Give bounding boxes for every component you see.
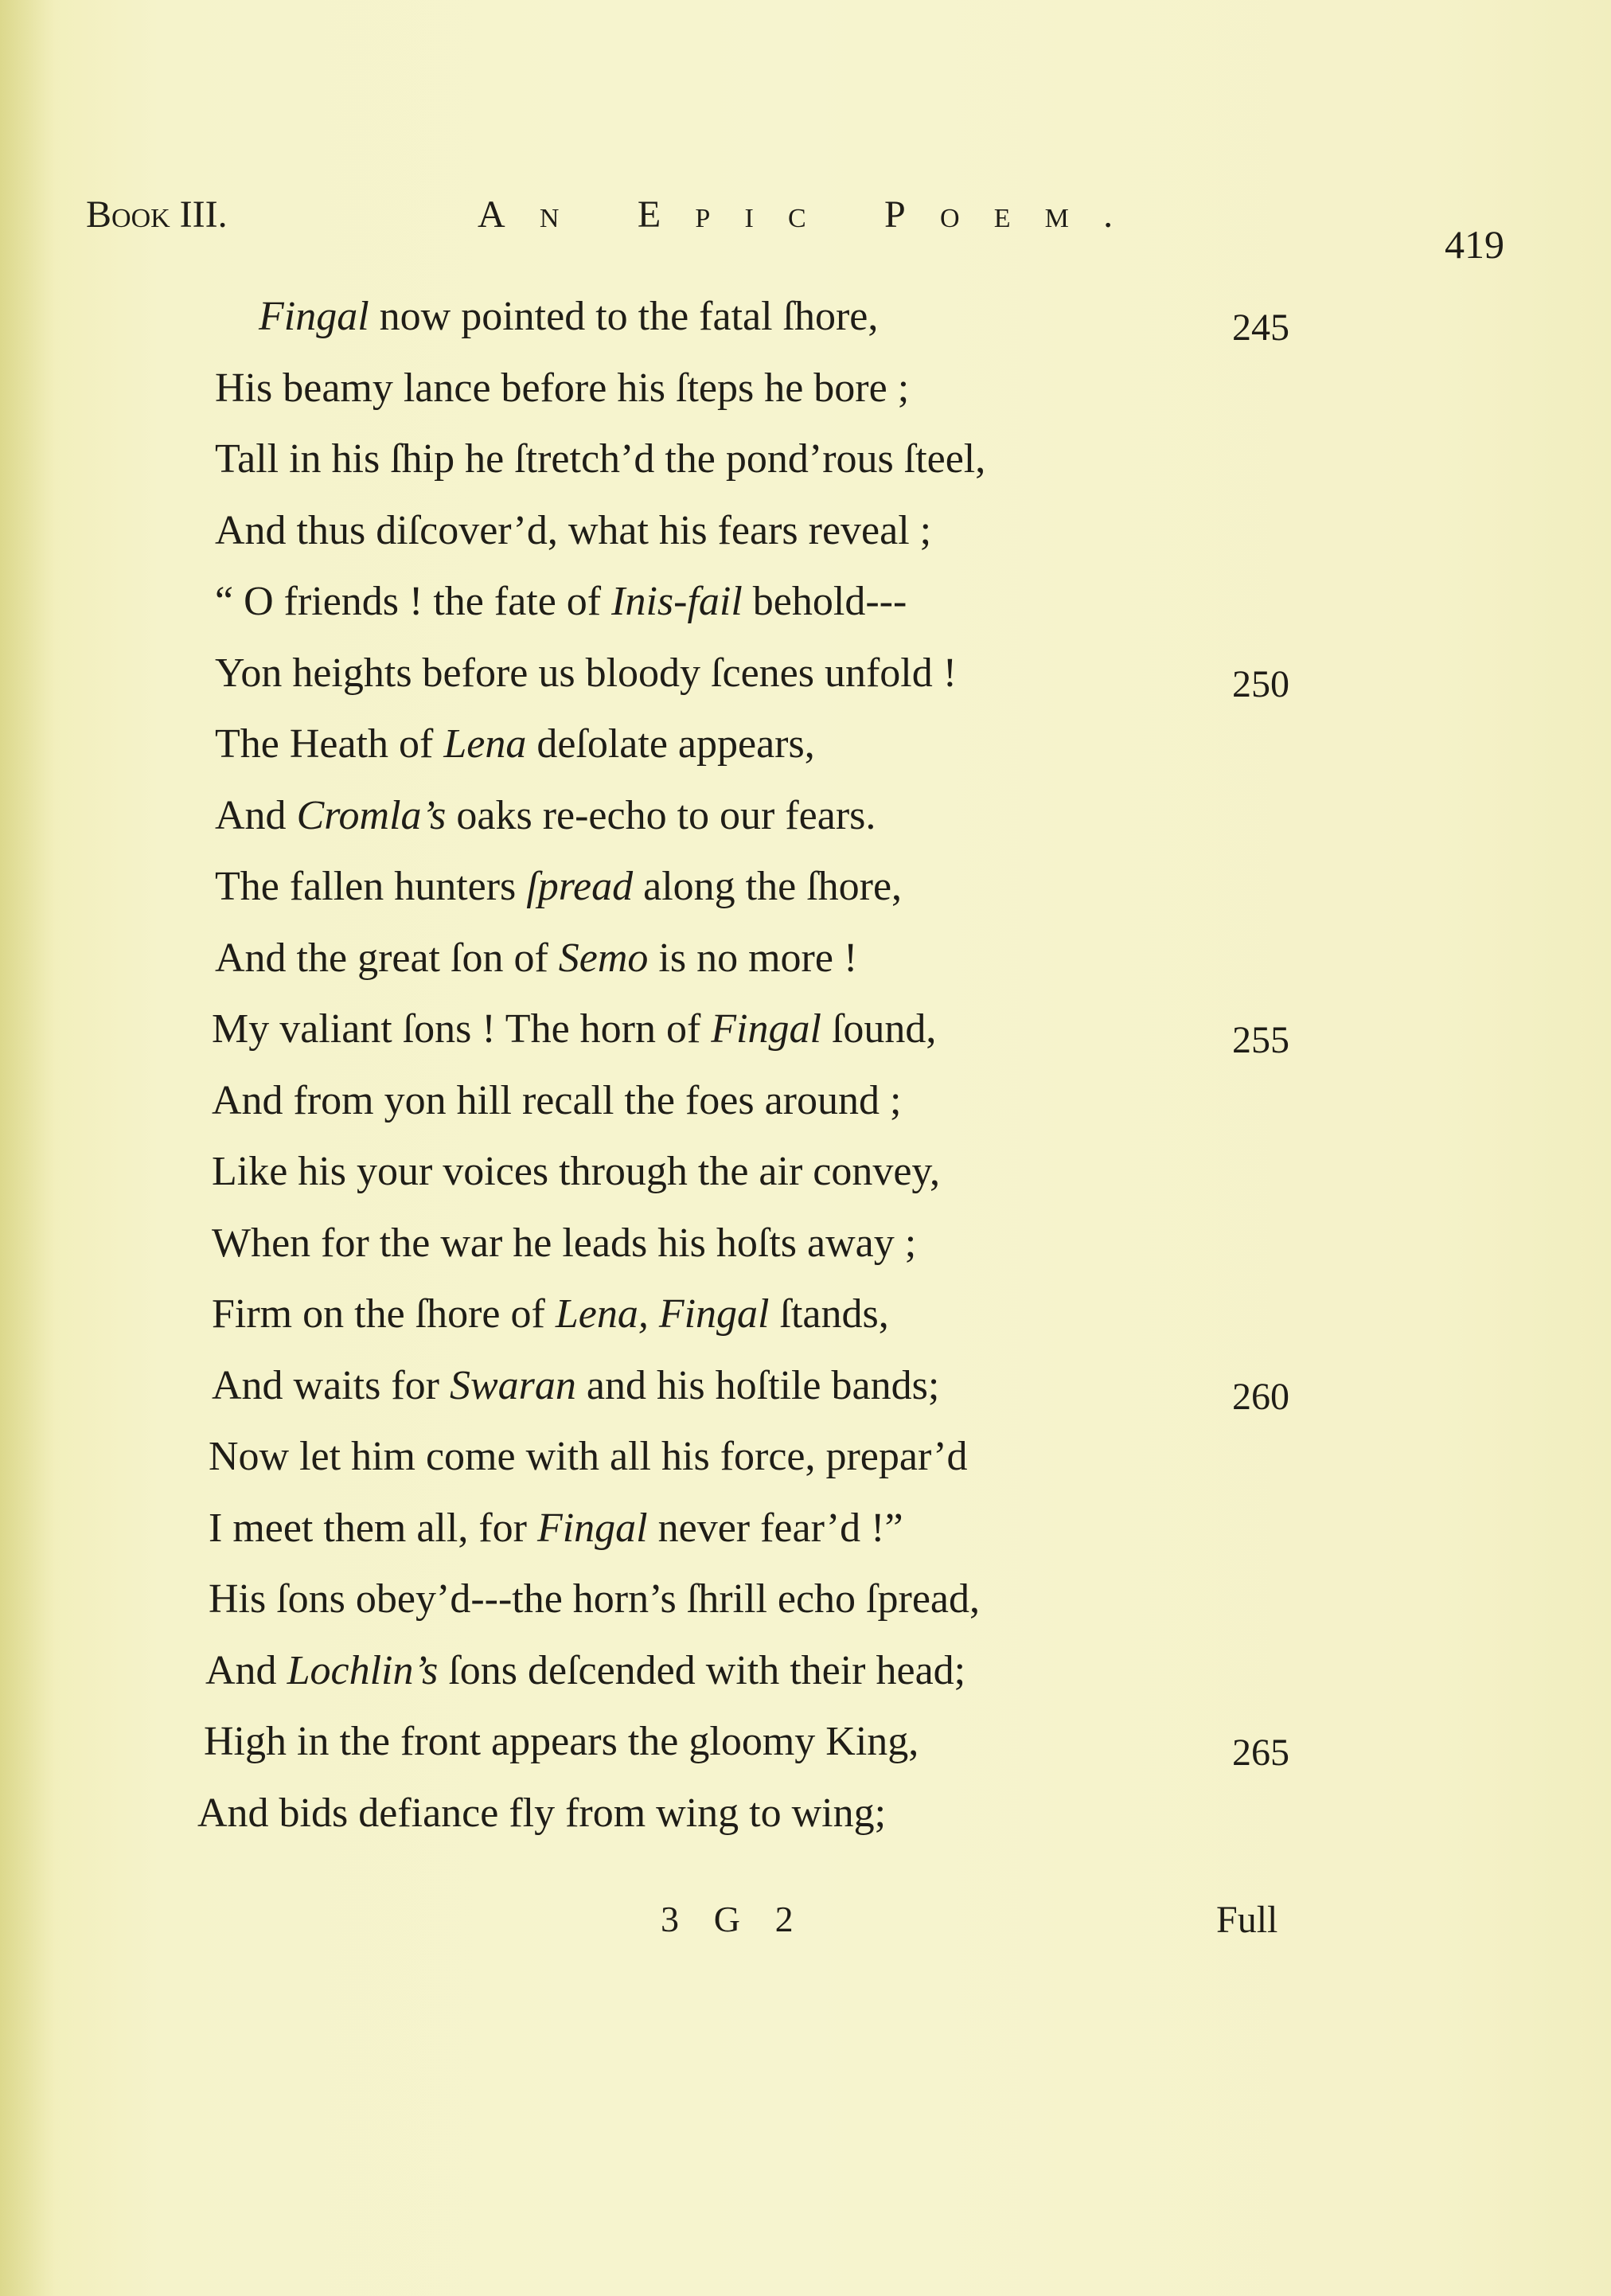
verse-text: deſolate appears, [526, 721, 815, 767]
verse-line [212, 1006, 937, 1052]
verse-text: My valiant ſons ! The horn of [212, 1006, 712, 1052]
verse-line [209, 1576, 980, 1622]
verse-text: And the great ſon of [215, 935, 559, 981]
verse-line [215, 365, 910, 411]
verse-line [212, 1362, 940, 1408]
verse-line [215, 792, 876, 838]
verse-text: is no more ! [648, 935, 858, 981]
verse-text: ſons deſcended with their head; [438, 1647, 966, 1693]
verse-text: Yon heights before us bloody ſcenes unfold ! [215, 650, 958, 696]
verse-line [209, 1505, 903, 1551]
verse-italic-text: Inis-fail [611, 579, 743, 624]
book-label: Book III. [86, 193, 228, 236]
verse-line [212, 1151, 940, 1193]
verse-line [215, 935, 858, 981]
verse-text: “ O friends ! the fate of [215, 579, 612, 624]
verse-text: Firm on the ſhore of [212, 1291, 556, 1337]
verse-text: His beamy lance before his ſteps he bore ; [215, 365, 910, 411]
verse-italic-text: Fingal [711, 1006, 821, 1052]
verse-italic-text: ſpread [526, 864, 634, 909]
verse-line [215, 581, 907, 623]
verse-text: Tall in his ſhip he ſtretch’d the pond’rous ſteel, [215, 436, 986, 482]
verse-text: I meet them all, for [209, 1505, 537, 1551]
verse-text: And [205, 1647, 287, 1693]
verse-text: And waits for [212, 1362, 450, 1408]
verse-text: High in the front appears the gloomy King, [204, 1719, 919, 1764]
verse-line [209, 1436, 968, 1478]
verse-text: never fear’d !” [647, 1505, 903, 1551]
verse-text: oaks re-echo to our fears. [446, 792, 876, 838]
verse-italic-text: Fingal [259, 294, 369, 339]
verse-italic-text: Cromla’s [296, 792, 447, 838]
verse-text: And bids defiance fly from wing to wing; [197, 1790, 887, 1836]
catchword: Full [1216, 1899, 1278, 1941]
verse-line [205, 1647, 966, 1693]
verse-line [259, 296, 878, 338]
line-number: 255 [1232, 1019, 1289, 1061]
verse-text: along the ſhore, [633, 864, 903, 909]
verse-italic-text: Lena [443, 721, 527, 767]
verse-italic-text: Semo [558, 935, 649, 981]
verse-line [212, 1220, 917, 1266]
line-number: 260 [1232, 1375, 1289, 1418]
verse-text: Now let him come with all his force, prepar’d [209, 1434, 968, 1479]
verse-line [215, 866, 902, 908]
verse-text: now pointed to the fatal ſhore, [369, 294, 879, 339]
verse-line [197, 1790, 887, 1836]
line-number: 265 [1232, 1732, 1289, 1774]
line-number: 250 [1232, 662, 1289, 705]
verse-text: ſound, [821, 1006, 937, 1052]
verse-italic-text: Fingal [536, 1505, 648, 1551]
line-number: 245 [1232, 307, 1289, 349]
verse-text: And [215, 792, 297, 838]
verse-line [215, 507, 932, 553]
page-number: 419 [1445, 222, 1504, 267]
verse-line [215, 436, 986, 482]
verse-line [215, 650, 958, 696]
verse-text: His ſons obey’d---the horn’s ſhrill echo ſpread, [209, 1576, 980, 1622]
verse-italic-text: Lochlin’s [287, 1647, 439, 1693]
verse-line [212, 1291, 889, 1337]
running-head-book [86, 193, 228, 236]
signature-mark: 3 G 2 [661, 1899, 806, 1939]
verse-italic-text: Lena, Fingal [555, 1291, 770, 1337]
page-gutter-shadow [0, 0, 56, 2296]
verse-text: The Heath of [215, 721, 444, 767]
verse-text: The fallen hunters [215, 864, 527, 909]
running-head-title: An Epic Poem. [478, 193, 1148, 236]
verse-text: behold--- [742, 579, 907, 624]
verse-text: And from yon hill recall the foes around ; [212, 1077, 902, 1123]
verse-text: and his hoſtile bands; [575, 1362, 940, 1408]
verse-text: Like his your voices through the air convey, [212, 1149, 941, 1194]
verse-text: And thus diſcover’d, what his fears reveal ; [215, 507, 932, 553]
verse-line [212, 1077, 902, 1123]
verse-text: ſtands, [769, 1291, 889, 1337]
verse-italic-text: Swaran [449, 1362, 576, 1408]
verse-line [215, 721, 815, 767]
verse-text: When for the war he leads his hoſts away ; [212, 1220, 917, 1266]
verse-line [204, 1721, 919, 1763]
